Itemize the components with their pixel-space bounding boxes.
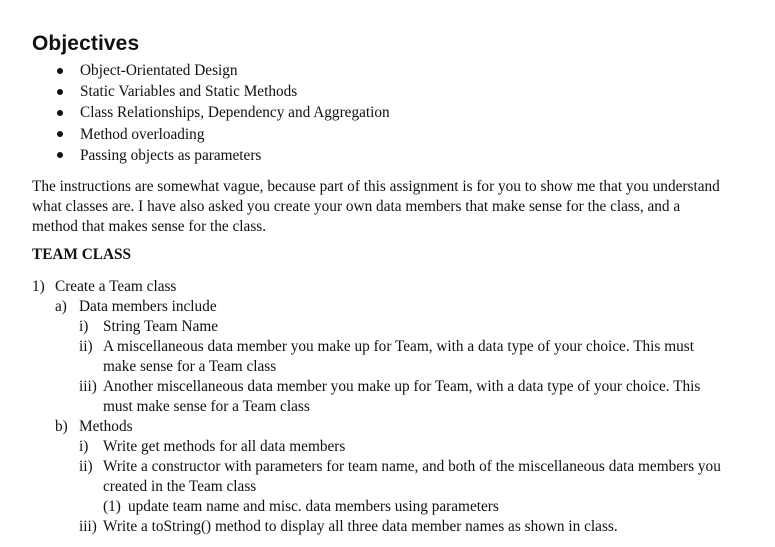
outline-item-a-ii — [79, 337, 759, 357]
outline-text: make sense for a Team class — [103, 358, 277, 375]
outline-marker: a) — [55, 298, 67, 315]
outline-text: Write a constructor with parameters for team name, and both of the miscellaneous data members you — [103, 458, 721, 475]
outline-marker: iii) — [79, 378, 97, 395]
outline-item-b-iii — [79, 517, 759, 537]
paragraph-line: The instructions are somewhat vague, because part of this assignment is for you to show me that you understand — [32, 178, 720, 195]
outline-text: must make sense for a Team class — [103, 398, 310, 415]
objective-text: Static Variables and Static Methods — [80, 83, 298, 101]
objective-text: Method overloading — [80, 125, 205, 143]
outline-continuation — [103, 477, 753, 497]
outline-marker: i) — [79, 438, 89, 455]
outline-text: update team name and misc. data members using parameters — [128, 498, 499, 515]
section-heading: TEAM CLASS — [32, 246, 132, 263]
outline-marker: (1) — [103, 498, 121, 515]
outline-text: Another miscellaneous data member you make up for Team, with a data type of your choice. This — [103, 378, 701, 395]
outline-text: Methods — [79, 418, 133, 435]
outline-item-a — [55, 297, 755, 317]
outline-marker: b) — [55, 418, 68, 435]
paragraph-line: method that makes sense for the class. — [32, 218, 267, 235]
outline-item-a-iii — [79, 377, 759, 397]
outline-marker: 1) — [32, 278, 45, 295]
outline-text: Write a toString() method to display all three data member names as shown in class. — [103, 518, 618, 535]
objective-text: Class Relationships, Dependency and Aggregation — [80, 104, 390, 122]
outline-item-1 — [32, 277, 732, 297]
outline-item-b — [55, 417, 755, 437]
outline-text: Write get methods for all data members — [103, 438, 346, 455]
outline-item-b-i — [79, 437, 759, 457]
outline-item-a-i — [79, 317, 759, 337]
outline-text: Data members include — [79, 298, 217, 315]
outline-marker: iii) — [79, 518, 97, 535]
outline-marker: ii) — [79, 338, 93, 355]
page-title: Objectives — [32, 32, 140, 55]
objective-text: Object-Orientated Design — [80, 62, 238, 79]
outline-continuation — [103, 397, 753, 417]
paragraph-line: what classes are. I have also asked you create your own data members that make sense for the class, and a — [32, 198, 681, 215]
outline-marker: ii) — [79, 458, 93, 475]
outline-text: A miscellaneous data member you make up for Team, with a data type of your choice. This must — [103, 338, 694, 355]
outline-continuation — [103, 357, 753, 377]
outline-item-b-ii-1 — [103, 497, 753, 517]
outline-text: String Team Name — [103, 318, 219, 335]
outline-text: created in the Team class — [103, 478, 257, 495]
outline-item-b-ii — [79, 457, 769, 477]
objective-text: Passing objects as parameters — [80, 146, 262, 164]
outline-marker: i) — [79, 318, 89, 335]
outline-text: Create a Team class — [55, 278, 177, 295]
